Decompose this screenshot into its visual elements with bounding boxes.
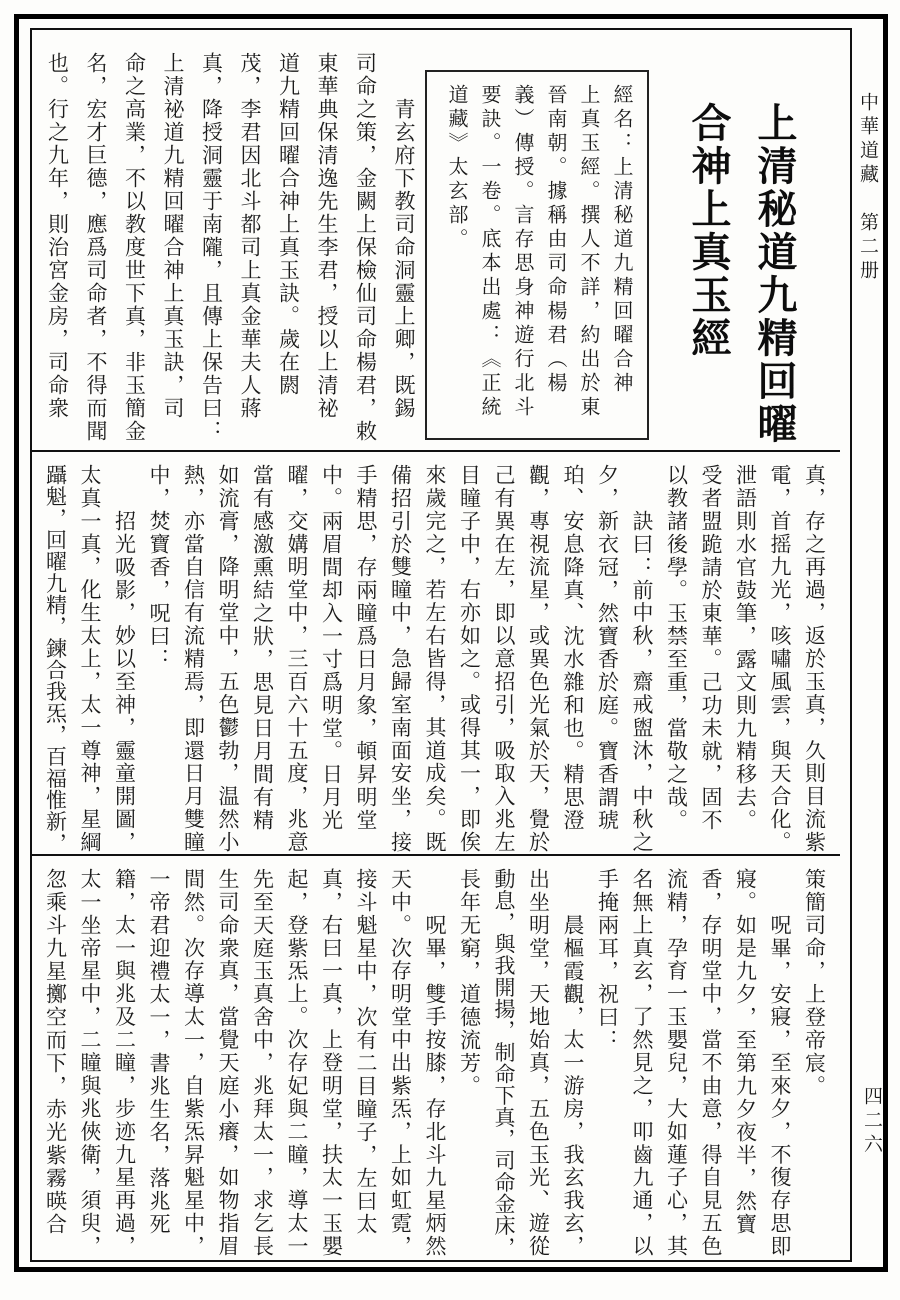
text-column: 生司命衆真，當覺天庭小癢，如物指眉 [216,868,240,1258]
text-column: 晨樞霞觀，太一游房，我玄我玄， [561,914,585,1258]
text-column: 動息，與我開揚，制命下真，司命金床， [492,868,516,1259]
text-column: 出坐明堂，天地始真，五色玉光、遊從 [526,868,551,1258]
text-column: 目瞳子中，右亦如之。或得其一，即俟 [457,464,482,854]
text-column: 上真玉經。撰人不詳，約出於東 [577,84,599,420]
text-column: 太真一真，化生太上，太一尊神，星綱 [78,464,102,854]
text-column: 名，宏才巨德，應爲司命者，不得而聞 [84,52,108,443]
text-column: 茂，李君因北斗都司上真金華夫人蔣 [238,52,262,420]
section-middle [32,450,840,854]
text-column: 訣曰：前中秋，齋戒盥沐，中秋之 [630,510,654,854]
text-column: 道藏》太玄部。 [445,84,467,252]
text-column: 招光吸影，妙以至神，靈童開圖， [112,510,137,854]
folio-number: 四二六 [861,1086,882,1158]
text-column: 接斗魁星中，次有二目瞳子，左曰太 [354,868,378,1236]
text-column: 經名：上清秘道九精回曜合神 [610,84,632,396]
text-column: 長年无窮，道德流芳。 [457,868,482,1098]
text-column: 晉南朝。據稱由司命楊君（楊 [544,84,566,396]
text-column: 東華典保清逸先生李君，授以上清祕 [315,52,339,420]
text-column: 籍，太一與兆及二瞳，步迹九星再過， [112,868,137,1258]
text-column: 熱，亦當自信有流精焉，即還日月雙瞳 [181,464,206,854]
text-column: 真，降授洞靈于南隴，且傳上保告曰： [199,52,224,443]
text-column: 泄語則水官鼓筆，露文則九精移去。 [733,464,758,832]
text-column: 當有感激熏結之狀，思見日月間有精 [250,464,275,832]
text-column: 真，右曰一真，上登明堂，扶太一玉嬰 [319,868,344,1258]
text-column: 先至天庭玉真舍中，兆拜太一，求乞長 [250,868,275,1258]
text-column: 電，首摇九光，咳嘯風雲，與天合化。 [768,464,792,854]
section-top [32,30,819,450]
text-column: 太一坐帝星中，二瞳與兆俠衛，須臾， [78,868,102,1258]
text-column: 夕，新衣冠，然寶香於庭。寶香謂琥 [595,464,620,832]
text-column: 中。兩眉間却入一寸爲明堂。日月光 [319,464,344,832]
text-column: 策簡司命，上登帝宸。 [802,868,827,1098]
text-column: 間然。次存導太一，自紫炁昇魁星中， [181,868,206,1258]
text-column: 真，存之再過，返於玉真，久則目流紫 [802,464,827,854]
text-column: 一帝君迎禮太一，書兆生名，落兆死 [147,868,171,1236]
text-frame [30,28,852,1262]
text-column: 忽乘斗九星擲空而下，赤光紫霧暎合 [43,868,68,1236]
text-column: 以教諸後學。玉禁至重，當敬之哉。 [664,464,689,832]
text-column: 流精，孕育一玉嬰兒，大如蓮子心，其 [664,868,689,1258]
text-column: 手精思，存兩瞳爲日月象，頓昇明堂 [354,464,378,832]
text-column: 珀、安息降真、沈水雜和也。精思澄 [561,464,585,832]
text-column: 曜，交媾明堂中，三百六十五度，兆意 [285,464,309,854]
text-column: 名無上真玄，了然見之，叩齒九通，以 [630,868,654,1258]
text-column: 香，存明堂中，當不由意，得自見五色 [699,868,723,1258]
text-column: 來歲完之，若左右皆得，其道成矣。既 [423,464,447,854]
text-column: 義）傳授。言存思身神遊行北斗 [511,84,533,420]
section-bottom [32,854,840,1258]
series-title: 中華道藏 第二册 [857,92,878,284]
text-column: 天中。次存明堂中出紫炁，上如虹霓， [388,868,413,1258]
text-column: 起，登紫炁上。次存妃與二瞳，導太一 [285,868,309,1258]
text-column: 觀，專視流星，或異色光氣於天，覺於 [526,464,551,854]
sutra-title-line-1: 上清秘道九精回曜 [752,102,797,446]
text-column: 呪畢，安寢，至來夕，不復存思即 [768,914,792,1258]
text-column: 備招引於雙瞳中，急歸室南面安坐，接 [388,464,413,854]
text-column: 中，焚寶香，呪曰： [147,464,171,671]
text-column: 道九精回曜合神上真玉訣。歲在閼 [276,52,301,397]
text-column: 寢。如是九夕，至第九夕夜半，然寶 [733,868,758,1236]
text-column: 青玄府下教司命洞靈上卿，既錫 [392,98,416,420]
sutra-title-line-2: 合神上真玉經 [686,102,731,360]
abstract-box [425,70,649,440]
text-column: 也。行之九年，則治宮金房，司命衆 [45,52,70,420]
text-column: 要訣。一卷。底本出處：《正統 [478,84,500,420]
text-column: 手掩兩耳，祝曰： [595,868,620,1052]
text-column: 司命之策，金闕上保檢仙司命楊君，敕 [353,52,378,443]
text-column: 呪畢，雙手按膝，存北斗九星炳然 [423,914,447,1258]
text-column: 上清祕道九精回曜合神上真玉訣，司 [161,52,185,420]
text-column: 如流膏，降明堂中，五色鬱勃，温然小 [216,464,240,854]
text-column: 己有異在左，即以意招引，吸取入兆左 [492,464,516,854]
text-column: 受者盟跪請於東華。己功未就，固不 [699,464,723,832]
text-column: 命之高業，不以教度世下真，非玉簡金 [122,52,147,443]
text-column: 躡魁，回曜九精，鍊合我炁，百福惟新， [43,464,68,855]
